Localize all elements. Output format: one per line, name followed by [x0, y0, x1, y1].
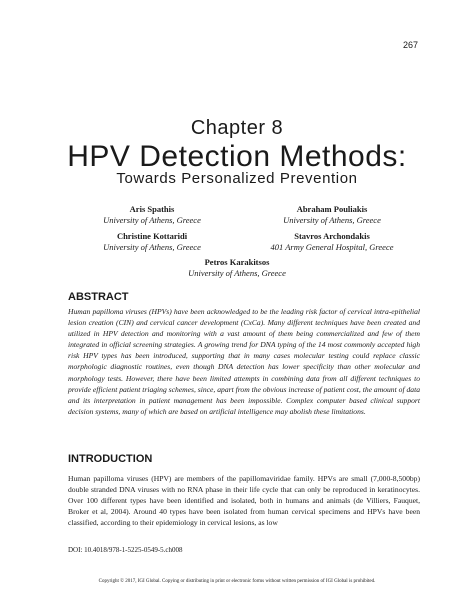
author-block	[52, 204, 252, 226]
abstract-heading: ABSTRACT	[68, 291, 129, 303]
doi: DOI: 10.4018/978-1-5225-0549-5.ch008	[68, 546, 183, 554]
author-affiliation: University of Athens, Greece	[283, 215, 381, 225]
author-block	[137, 257, 337, 279]
author-name: Stavros Archondakis	[294, 231, 370, 241]
author-name: Christine Kottaridi	[116, 231, 188, 241]
chapter-subtitle: Towards Personalized Prevention	[116, 170, 358, 187]
author-affiliation: 401 Army General Hospital, Greece	[270, 242, 394, 252]
author-name: Abraham Pouliakis	[296, 204, 368, 214]
page-number: 267	[402, 40, 418, 50]
author-name: Petros Karakitsos	[204, 257, 270, 267]
copyright-notice: Copyright © 2017, IGI Global. Copying or distributing in print or electronic forms without written permission of IGI Global is prohibited.	[98, 579, 376, 584]
author-block	[232, 204, 432, 226]
author-affiliation: University of Athens, Greece	[103, 215, 201, 225]
chapter-label: Chapter 8	[190, 117, 284, 139]
introduction-text: Human papilloma viruses (HPV) are members of the papillomaviridae family. HPVs are small (7,000-8,500bp) double stranded DNA viruses with no RNA phase in their life cycle that can only be reproduced in keratinocytes. Over 100 different types have been identified and isolated, both in humans and animals (de Villiers, Fauquet, Broker et al, 2004). Around 40 types have been isolated from human cervical specimens and HPVs have been classified, according to their epidemiology in cervical lesions, as low	[68, 474, 420, 528]
author-affiliation: University of Athens, Greece	[188, 268, 286, 278]
author-block	[232, 231, 432, 253]
author-name: Aris Spathis	[129, 204, 175, 214]
introduction-heading: INTRODUCTION	[68, 453, 153, 465]
chapter-title: HPV Detection Methods:	[67, 140, 407, 173]
author-affiliation: University of Athens, Greece	[103, 242, 201, 252]
author-block	[52, 231, 252, 253]
abstract-text: Human papilloma viruses (HPVs) have been acknowledged to be the leading risk factor of cervical intra-epithelial lesion creation (CIN) and cervical cancer development (CxCa). Many different techniques have been created and utilized in HPV detection and monitoring with a vast amount of them being commercialized and few of them integrated in official screening strategies. A growing trend for DNA typing of the 14 most commonly accepted high risk HPV types has been introduced, supporting that in many cases molecular testing could replace classic morphologic diagnostic routines, even though DNA detection has lower specificity than other molecular and morphology tests. However, there have been limited attempts in combining data from all different techniques to provide efficient patient triaging schemes, since, apart from the obvious increase of patient cost, the amount of data and its interpretation in patient management has been impossible. Complex computer based clinical support decision systems, many of which are based on artificial intelligence may abolish these limitations.	[68, 307, 420, 416]
